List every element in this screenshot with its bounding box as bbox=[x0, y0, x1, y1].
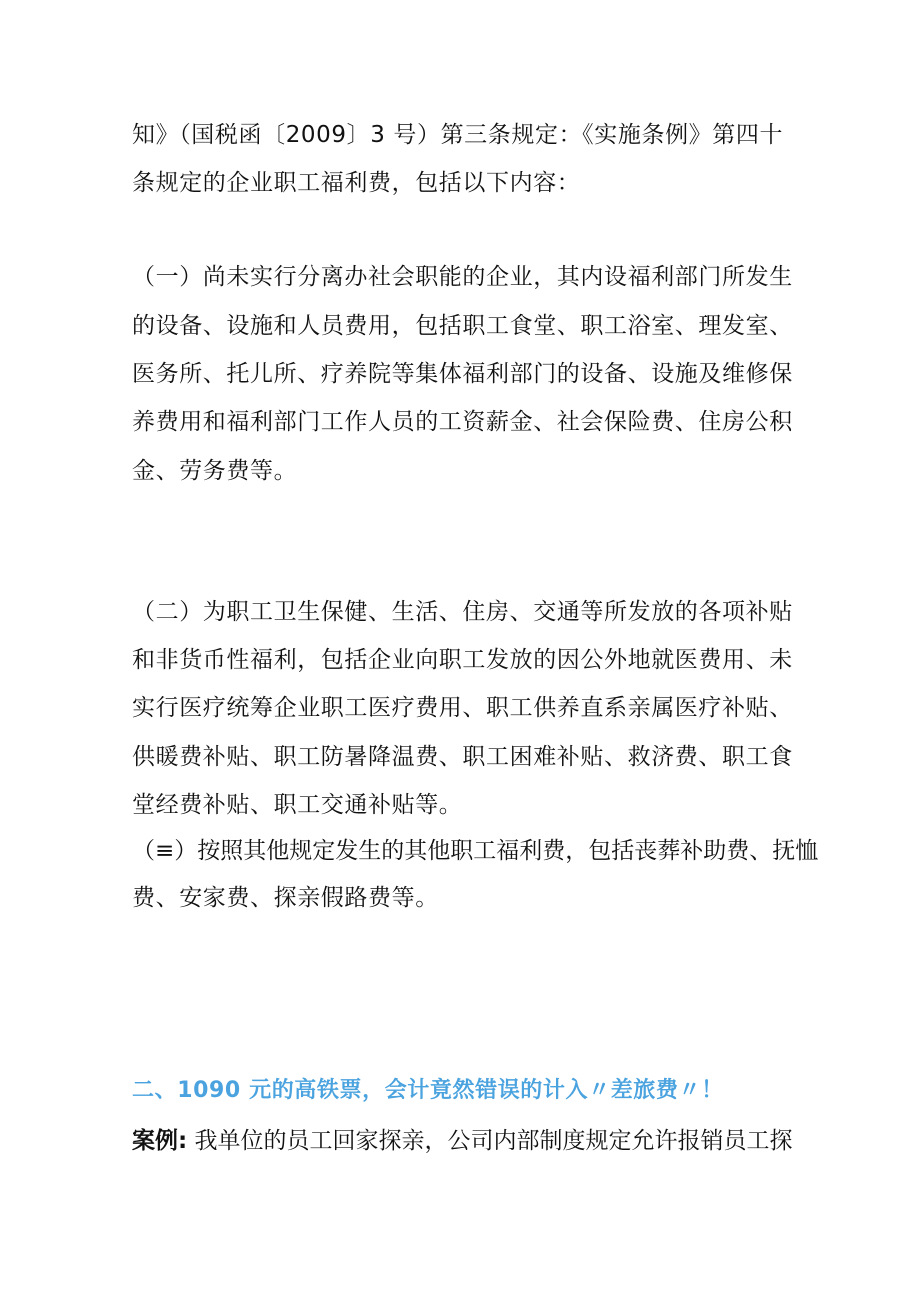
paragraph-three-line-2: 费、安家费、探亲假路费等。 bbox=[132, 885, 439, 911]
case-label: 案例: bbox=[132, 1128, 188, 1154]
intro-line-2: 条规定的企业职工福利费，包括以下内容： bbox=[132, 170, 581, 196]
paragraph-two-line-4: 供暖费补贴、职工防暑降温费、职工困难补贴、救济费、职工食 bbox=[132, 744, 793, 770]
case-line bbox=[132, 1126, 793, 1156]
paragraph-one-line-3: 医务所、托儿所、疗养院等集体福利部门的设备、设施及维修保 bbox=[132, 361, 793, 387]
paragraph-two-line-1: （二）为职工卫生保健、生活、住房、交通等所发放的各项补贴 bbox=[132, 599, 793, 625]
section-heading: 二、1090 元的高铁票，会计竟然错误的计入〃差旅费〃！ bbox=[132, 1078, 724, 1103]
paragraph-two-line-5: 堂经费补贴、职工交通补贴等。 bbox=[132, 792, 463, 818]
paragraph-two-line-2: 和非货币性福利，包括企业向职工发放的因公外地就医费用、未 bbox=[132, 647, 793, 673]
paragraph-one-line-2: 的设备、设施和人员费用，包括职工食堂、职工浴室、理发室、 bbox=[132, 313, 793, 339]
paragraph-one-line-5: 金、劳务费等。 bbox=[132, 458, 298, 484]
case-text: 我单位的员工回家探亲，公司内部制度规定允许报销员工探 bbox=[187, 1128, 793, 1154]
paragraph-two-line-3: 实行医疗统筹企业职工医疗费用、职工供养直系亲属医疗补贴、 bbox=[132, 695, 793, 721]
paragraph-three-line-1: （≡）按照其他规定发生的其他职工福利费，包括丧葬补助费、抚恤 bbox=[132, 838, 819, 864]
paragraph-one-line-1: （一）尚未实行分离办社会职能的企业，其内设福利部门所发生 bbox=[132, 264, 793, 290]
paragraph-one-line-4: 养费用和福利部门工作人员的工资薪金、社会保险费、住房公积 bbox=[132, 409, 793, 435]
intro-line-1: 知》（国税函〔2009〕3 号）第三条规定：《实施条例》第四十 bbox=[132, 122, 784, 148]
